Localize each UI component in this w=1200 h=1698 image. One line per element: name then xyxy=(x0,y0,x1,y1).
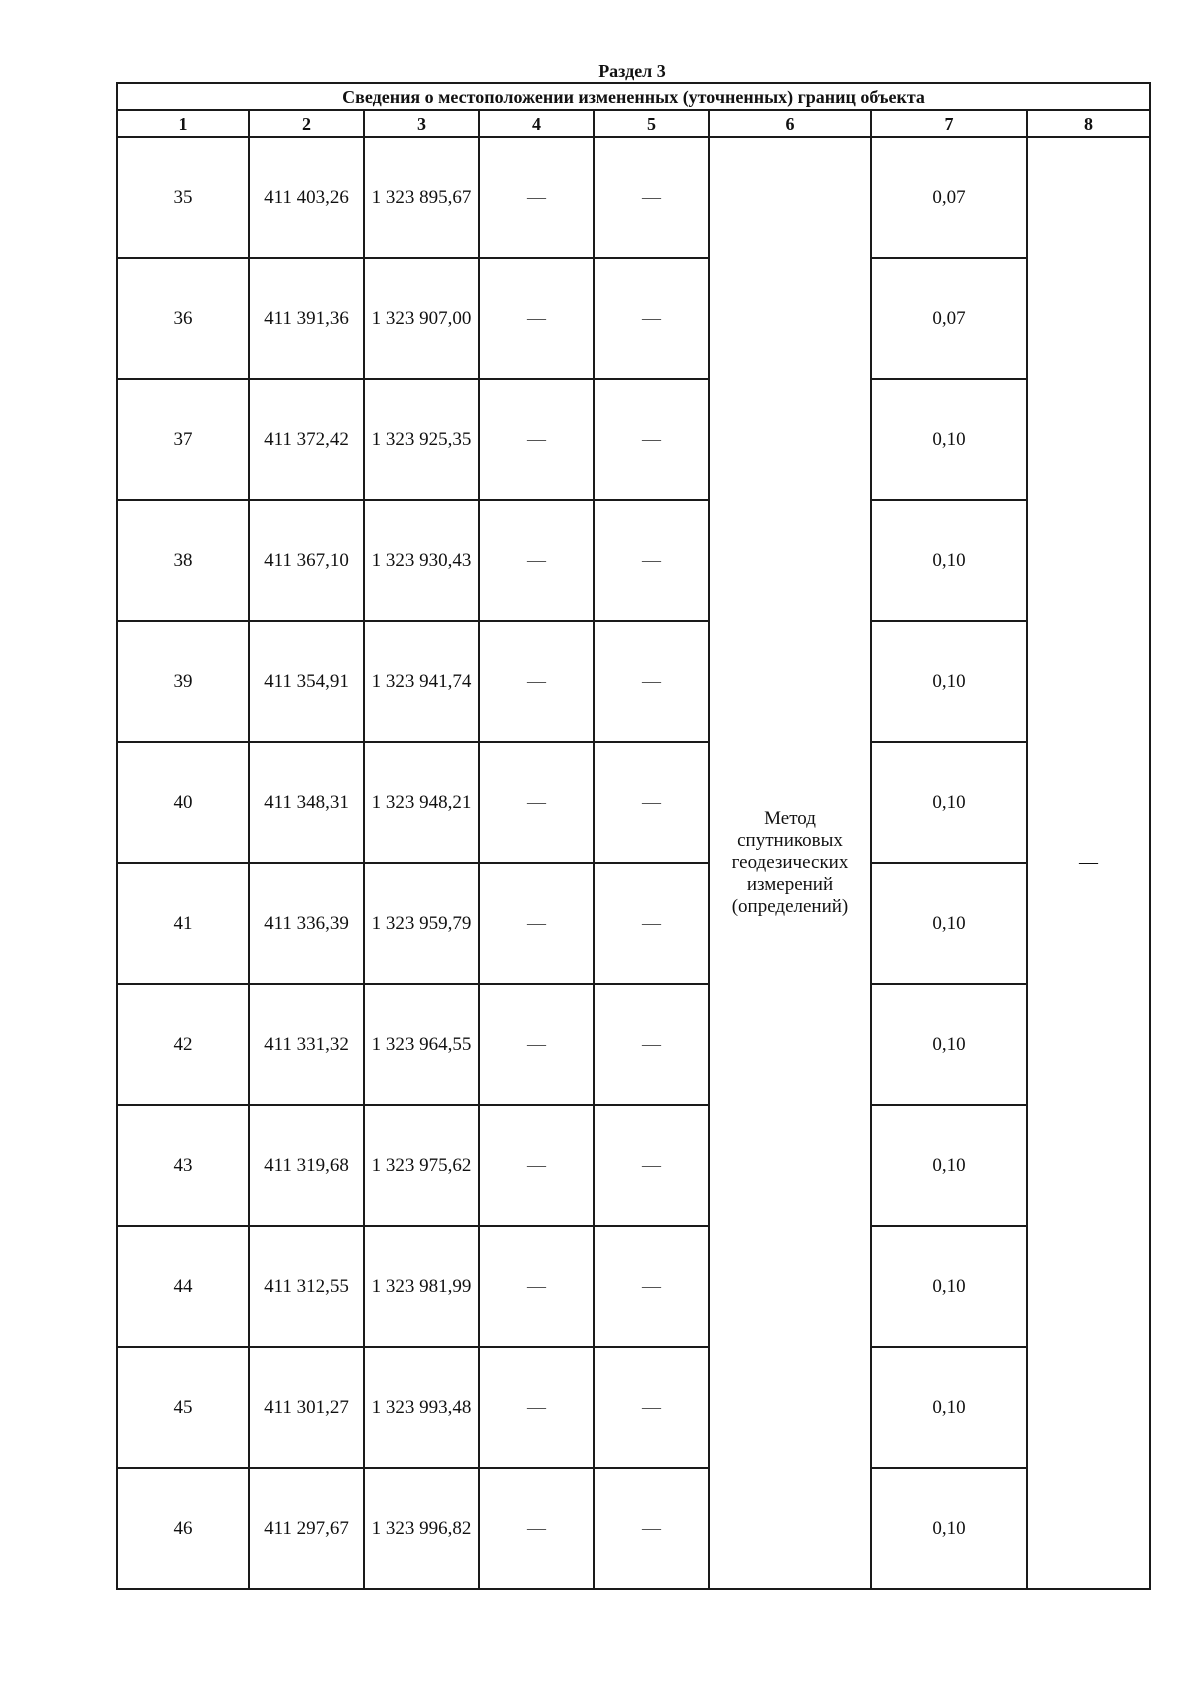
column-5-cell: — xyxy=(594,1226,709,1347)
accuracy-cell: 0,10 xyxy=(871,984,1027,1105)
table-row xyxy=(117,1105,1150,1226)
point-number-cell: 46 xyxy=(117,1468,249,1589)
x-coordinate-cell: 411 367,10 xyxy=(249,500,364,621)
table-row xyxy=(117,379,1150,500)
column-5-cell: — xyxy=(594,863,709,984)
table-row xyxy=(117,984,1150,1105)
accuracy-cell: 0,10 xyxy=(871,1347,1027,1468)
column-number-row xyxy=(117,110,1150,137)
method-line: спутниковых xyxy=(737,830,843,851)
x-coordinate-cell: 411 354,91 xyxy=(249,621,364,742)
table-caption: Сведения о местоположении измененных (уточненных) границ объекта xyxy=(117,83,1150,110)
column-4-cell: — xyxy=(479,258,594,379)
column-4-cell: — xyxy=(479,1226,594,1347)
column-8-cell: — xyxy=(1027,137,1150,1589)
column-4-cell: — xyxy=(479,1347,594,1468)
table-row xyxy=(117,500,1150,621)
table-row xyxy=(117,1347,1150,1468)
column-4-cell: — xyxy=(479,863,594,984)
x-coordinate-cell: 411 312,55 xyxy=(249,1226,364,1347)
column-5-cell: — xyxy=(594,137,709,258)
table-row xyxy=(117,863,1150,984)
method-cell xyxy=(709,137,871,1589)
y-coordinate-cell: 1 323 948,21 xyxy=(364,742,479,863)
accuracy-cell: 0,10 xyxy=(871,863,1027,984)
x-coordinate-cell: 411 403,26 xyxy=(249,137,364,258)
column-header-1: 1 xyxy=(117,110,249,137)
accuracy-cell: 0,07 xyxy=(871,258,1027,379)
table-body xyxy=(117,137,1150,1589)
column-4-cell: — xyxy=(479,984,594,1105)
column-5-cell: — xyxy=(594,1468,709,1589)
y-coordinate-cell: 1 323 925,35 xyxy=(364,379,479,500)
method-line: Метод xyxy=(764,808,816,829)
column-5-cell: — xyxy=(594,984,709,1105)
column-4-cell: — xyxy=(479,621,594,742)
column-4-cell: — xyxy=(479,1105,594,1226)
column-header-4: 4 xyxy=(479,110,594,137)
column-5-cell: — xyxy=(594,500,709,621)
accuracy-cell: 0,10 xyxy=(871,1226,1027,1347)
y-coordinate-cell: 1 323 941,74 xyxy=(364,621,479,742)
table-row xyxy=(117,1226,1150,1347)
y-coordinate-cell: 1 323 964,55 xyxy=(364,984,479,1105)
x-coordinate-cell: 411 391,36 xyxy=(249,258,364,379)
point-number-cell: 42 xyxy=(117,984,249,1105)
point-number-cell: 41 xyxy=(117,863,249,984)
accuracy-cell: 0,10 xyxy=(871,1468,1027,1589)
column-5-cell: — xyxy=(594,258,709,379)
column-5-cell: — xyxy=(594,1105,709,1226)
column-header-6: 6 xyxy=(709,110,871,137)
x-coordinate-cell: 411 348,31 xyxy=(249,742,364,863)
column-5-cell: — xyxy=(594,742,709,863)
column-4-cell: — xyxy=(479,1468,594,1589)
column-4-cell: — xyxy=(479,379,594,500)
column-4-cell: — xyxy=(479,137,594,258)
point-number-cell: 37 xyxy=(117,379,249,500)
y-coordinate-cell: 1 323 996,82 xyxy=(364,1468,479,1589)
x-coordinate-cell: 411 297,67 xyxy=(249,1468,364,1589)
table-row xyxy=(117,258,1150,379)
accuracy-cell: 0,07 xyxy=(871,137,1027,258)
column-4-cell: — xyxy=(479,742,594,863)
x-coordinate-cell: 411 336,39 xyxy=(249,863,364,984)
accuracy-cell: 0,10 xyxy=(871,500,1027,621)
y-coordinate-cell: 1 323 993,48 xyxy=(364,1347,479,1468)
y-coordinate-cell: 1 323 975,62 xyxy=(364,1105,479,1226)
x-coordinate-cell: 411 301,27 xyxy=(249,1347,364,1468)
table-row xyxy=(117,742,1150,863)
x-coordinate-cell: 411 331,32 xyxy=(249,984,364,1105)
y-coordinate-cell: 1 323 907,00 xyxy=(364,258,479,379)
accuracy-cell: 0,10 xyxy=(871,742,1027,863)
column-header-2: 2 xyxy=(249,110,364,137)
table-row xyxy=(117,1468,1150,1589)
table-row xyxy=(117,621,1150,742)
method-line: геодезических xyxy=(731,852,849,873)
y-coordinate-cell: 1 323 895,67 xyxy=(364,137,479,258)
point-number-cell: 43 xyxy=(117,1105,249,1226)
column-5-cell: — xyxy=(594,379,709,500)
method-line: измерений xyxy=(746,874,834,895)
point-number-cell: 39 xyxy=(117,621,249,742)
method-line: (определений) xyxy=(731,896,849,917)
boundary-coordinates-table xyxy=(116,82,1151,1590)
point-number-cell: 40 xyxy=(117,742,249,863)
point-number-cell: 38 xyxy=(117,500,249,621)
x-coordinate-cell: 411 372,42 xyxy=(249,379,364,500)
x-coordinate-cell: 411 319,68 xyxy=(249,1105,364,1226)
column-5-cell: — xyxy=(594,1347,709,1468)
table-row xyxy=(117,137,1150,258)
y-coordinate-cell: 1 323 981,99 xyxy=(364,1226,479,1347)
y-coordinate-cell: 1 323 959,79 xyxy=(364,863,479,984)
column-5-cell: — xyxy=(594,621,709,742)
column-header-5: 5 xyxy=(594,110,709,137)
column-4-cell: — xyxy=(479,500,594,621)
section-title: Раздел 3 xyxy=(598,61,666,81)
table-caption-row xyxy=(117,83,1150,110)
point-number-cell: 44 xyxy=(117,1226,249,1347)
accuracy-cell: 0,10 xyxy=(871,621,1027,742)
accuracy-cell: 0,10 xyxy=(871,379,1027,500)
y-coordinate-cell: 1 323 930,43 xyxy=(364,500,479,621)
point-number-cell: 45 xyxy=(117,1347,249,1468)
column-header-8: 8 xyxy=(1027,110,1150,137)
point-number-cell: 35 xyxy=(117,137,249,258)
accuracy-cell: 0,10 xyxy=(871,1105,1027,1226)
column-header-7: 7 xyxy=(871,110,1027,137)
column-header-3: 3 xyxy=(364,110,479,137)
point-number-cell: 36 xyxy=(117,258,249,379)
